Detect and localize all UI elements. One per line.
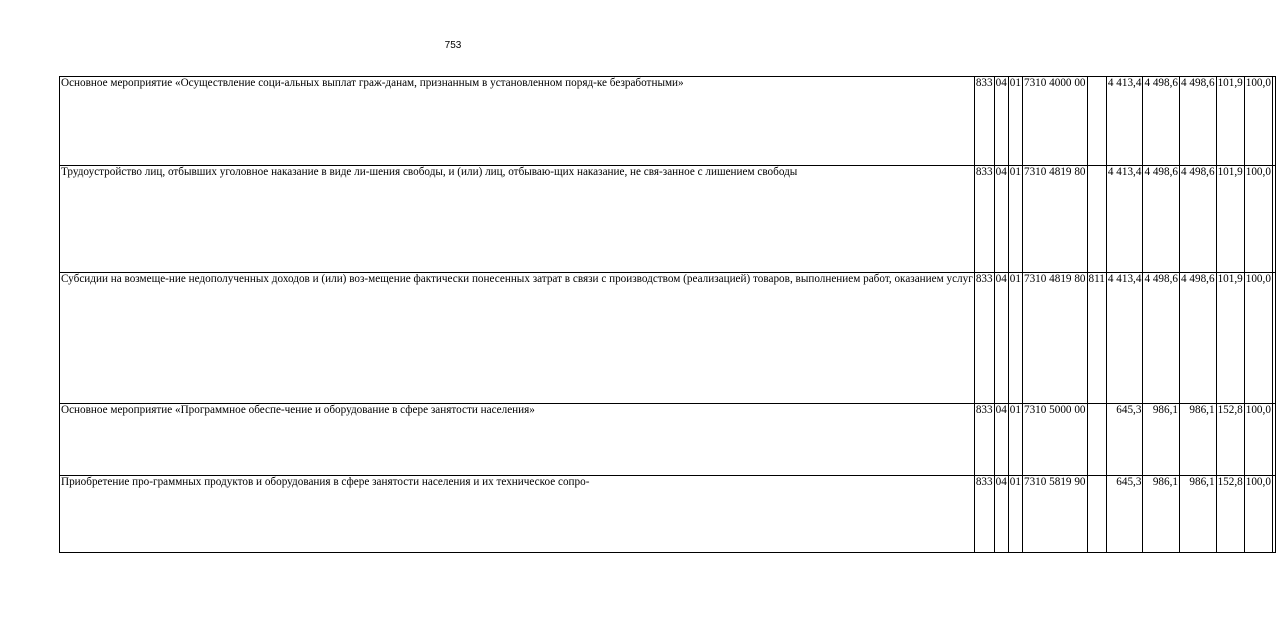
- section-code: 04: [994, 273, 1008, 404]
- expense-type-code: [1087, 404, 1106, 476]
- subsection-code: 01: [1008, 476, 1022, 553]
- empty-cell: [1272, 166, 1275, 273]
- value-1: 4 413,4: [1106, 77, 1143, 166]
- subsection-code: 01: [1008, 404, 1022, 476]
- row-name: Субсидии на возмеще-ние недополученных доходов и (или) воз-мещение фактически понесенных затрат в связи с производством (реализацией) товаров, выполнением работ, оказанием услуг: [60, 273, 975, 404]
- empty-cell: [1272, 404, 1275, 476]
- row-name: Трудоустройство лиц, отбывших уголовное наказание в виде ли-шения свободы, и (или) лиц, отбываю-щих наказание, не свя-занное с лишением свободы: [60, 166, 975, 273]
- percent-1: 152,8: [1216, 476, 1244, 553]
- value-1: 645,3: [1106, 404, 1143, 476]
- value-3: 986,1: [1180, 404, 1217, 476]
- row-name: Основное мероприятие «Осуществление соци-альных выплат граж-данам, признанным в установленном поряд-ке безработными»: [60, 77, 975, 166]
- table-row: [60, 273, 1276, 404]
- target-code: 7310 4819 80: [1022, 166, 1087, 273]
- section-code: 04: [994, 476, 1008, 553]
- expense-type-code: [1087, 166, 1106, 273]
- percent-2: 100,0: [1244, 77, 1272, 166]
- value-3: 4 498,6: [1180, 77, 1217, 166]
- ministry-code: 833: [974, 166, 994, 273]
- section-code: 04: [994, 166, 1008, 273]
- table-row: [60, 77, 1276, 166]
- ministry-code: 833: [974, 476, 994, 553]
- section-code: 04: [994, 404, 1008, 476]
- value-2: 4 498,6: [1143, 166, 1180, 273]
- target-code: 7310 5000 00: [1022, 404, 1087, 476]
- value-2: 986,1: [1143, 404, 1180, 476]
- empty-cell: [1272, 476, 1275, 553]
- percent-2: 100,0: [1244, 476, 1272, 553]
- subsection-code: 01: [1008, 273, 1022, 404]
- percent-2: 100,0: [1244, 273, 1272, 404]
- empty-cell: [1272, 273, 1275, 404]
- ministry-code: 833: [974, 77, 994, 166]
- empty-cell: [1272, 77, 1275, 166]
- section-code: 04: [994, 77, 1008, 166]
- subsection-code: 01: [1008, 77, 1022, 166]
- value-2: 986,1: [1143, 476, 1180, 553]
- percent-2: 100,0: [1244, 404, 1272, 476]
- value-1: 645,3: [1106, 476, 1143, 553]
- table-row: [60, 476, 1276, 553]
- value-3: 4 498,6: [1180, 166, 1217, 273]
- value-2: 4 498,6: [1143, 77, 1180, 166]
- target-code: 7310 4819 80: [1022, 273, 1087, 404]
- target-code: 7310 4000 00: [1022, 77, 1087, 166]
- row-name: Приобретение про-граммных продуктов и оборудования в сфере занятости населения и их техническое сопро-: [60, 476, 975, 553]
- target-code: 7310 5819 90: [1022, 476, 1087, 553]
- page-number: 753: [444, 40, 462, 51]
- value-3: 986,1: [1180, 476, 1217, 553]
- value-2: 4 498,6: [1143, 273, 1180, 404]
- percent-2: 100,0: [1244, 166, 1272, 273]
- expense-type-code: [1087, 476, 1106, 553]
- row-name: Основное мероприятие «Программное обеспе-чение и оборудование в сфере занятости населения»: [60, 404, 975, 476]
- percent-1: 152,8: [1216, 404, 1244, 476]
- percent-1: 101,9: [1216, 77, 1244, 166]
- ministry-code: 833: [974, 273, 994, 404]
- percent-1: 101,9: [1216, 273, 1244, 404]
- ministry-code: 833: [974, 404, 994, 476]
- value-1: 4 413,4: [1106, 273, 1143, 404]
- subsection-code: 01: [1008, 166, 1022, 273]
- table-row: [60, 404, 1276, 476]
- budget-table: [59, 76, 1276, 553]
- expense-type-code: 811: [1087, 273, 1106, 404]
- percent-1: 101,9: [1216, 166, 1244, 273]
- value-3: 4 498,6: [1180, 273, 1217, 404]
- expense-type-code: [1087, 77, 1106, 166]
- table-row: [60, 166, 1276, 273]
- value-1: 4 413,4: [1106, 166, 1143, 273]
